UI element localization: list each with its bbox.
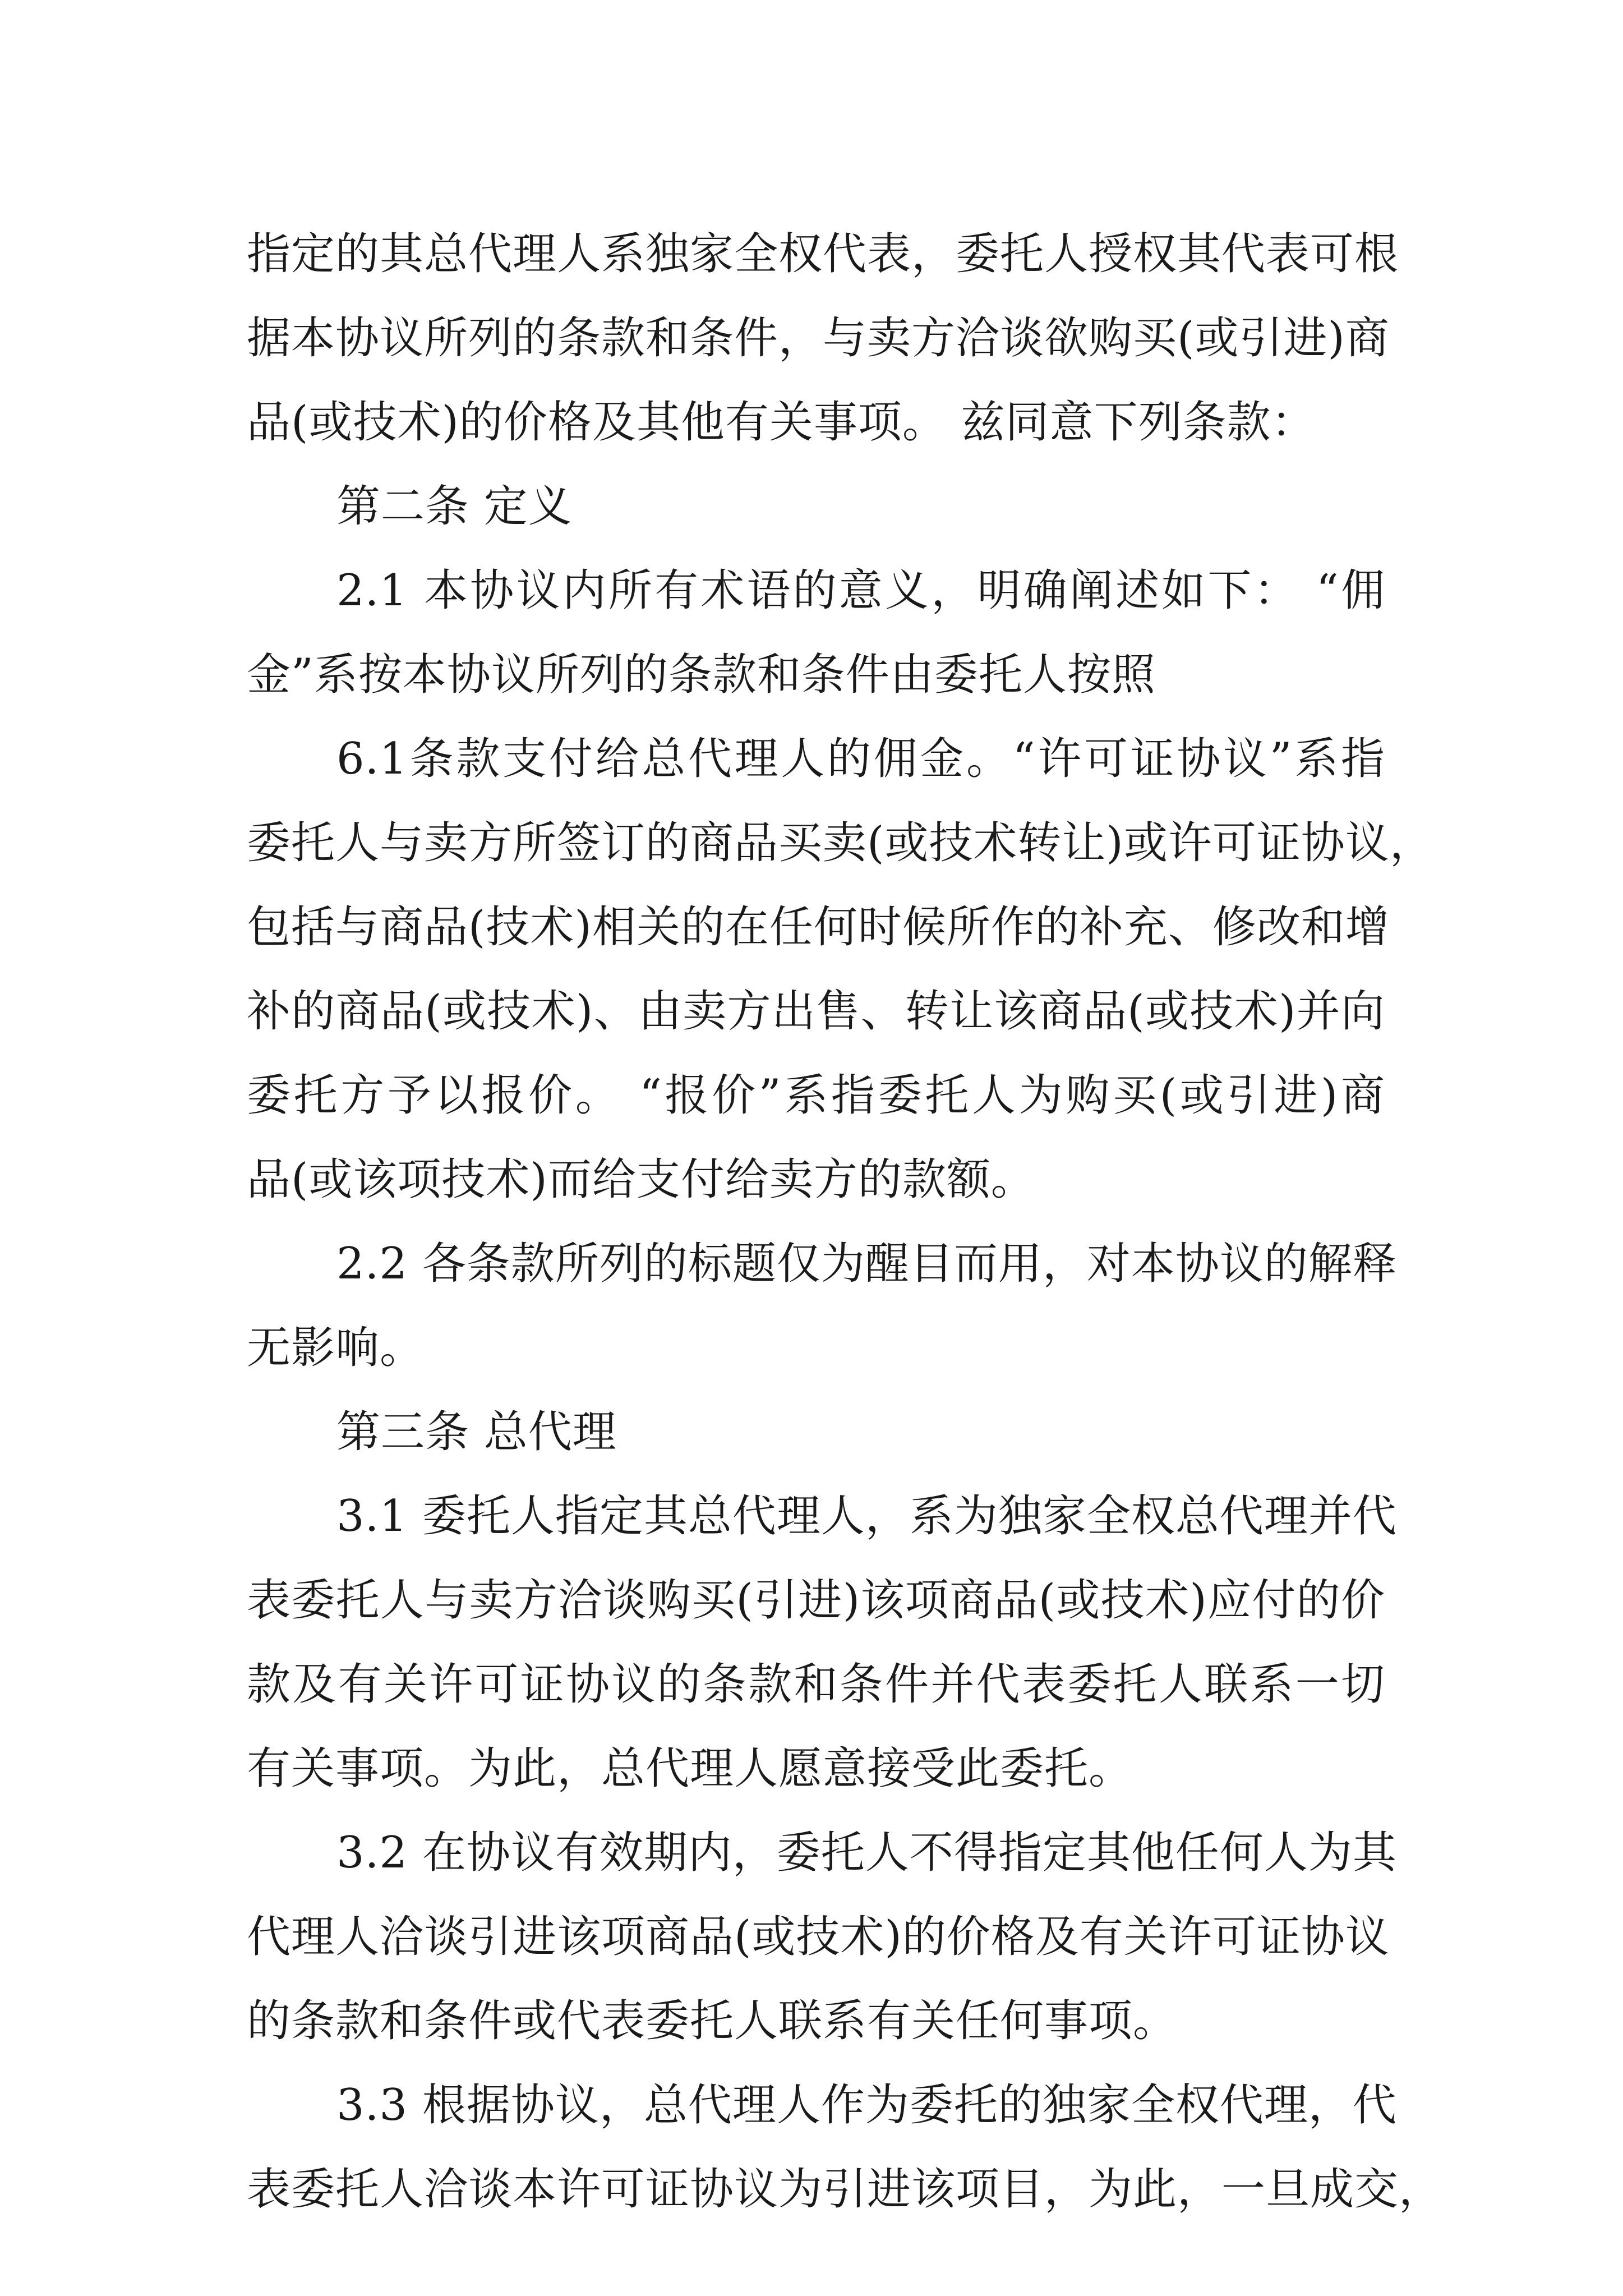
paragraph-line: 3.2 在协议有效期内，委托人不得指定其他任何人为其 — [336, 1828, 1397, 1878]
section-heading: 第二条 定义 — [336, 481, 573, 532]
paragraph-line: 2.2 各条款所列的标题仅为醒目而用，对本协议的解释 — [336, 1239, 1397, 1289]
paragraph-line: 委托人与卖方所签订的商品买卖(或技术转让)或许可证协议， — [247, 818, 1434, 868]
paragraph-line: 表委托人与卖方洽谈购买(引进)该项商品(或技术)应付的价 — [247, 1575, 1385, 1626]
section-heading: 第三条 总代理 — [336, 1407, 617, 1457]
paragraph-line: 款及有关许可证协议的条款和条件并代表委托人联系一切 — [247, 1659, 1385, 1710]
paragraph-line: 金”系按本协议所列的条款和条件由委托人按照 — [247, 650, 1156, 700]
paragraph-line: 2.1 本协议内所有术语的意义，明确阐述如下： “佣 — [336, 565, 1385, 616]
paragraph-line: 3.1 委托人指定其总代理人，系为独家全权总代理并代 — [336, 1491, 1397, 1542]
paragraph-line: 无影响。 — [247, 1323, 425, 1373]
paragraph-line: 补的商品(或技术)、由卖方出售、转让该商品(或技术)并向 — [247, 986, 1385, 1037]
paragraph-line: 代理人洽谈引进该项商品(或技术)的价格及有关许可证协议 — [247, 1912, 1390, 1962]
paragraph-line: 3.3 根据协议，总代理人作为委托的独家全权代理，代 — [336, 2080, 1397, 2131]
paragraph-line: 品(或技术)的价格及其他有关事项。 兹同意下列条款： — [247, 397, 1316, 448]
paragraph-line: 据本协议所列的条款和条件，与卖方洽谈欲购买(或引进)商 — [247, 313, 1390, 364]
paragraph-line: 的条款和条件或代表委托人联系有关任何事项。 — [247, 1996, 1178, 2046]
paragraph-line: 包括与商品(技术)相关的在任何时候所作的补充、修改和增 — [247, 902, 1390, 953]
paragraph-line: 表委托人洽谈本许可证协议为引进该项目，为此，一旦成交， — [247, 2164, 1444, 2215]
paragraph-line: 品(或该项技术)而给支付给卖方的款额。 — [247, 1154, 1035, 1205]
paragraph-line: 有关事项。为此，总代理人愿意接受此委托。 — [247, 1743, 1133, 1794]
paragraph-line: 指定的其总代理人系独家全权代表，委托人授权其代表可根 — [247, 229, 1399, 279]
paragraph-line: 6.1条款支付给总代理人的佣金。“许可证协议”系指 — [336, 734, 1385, 784]
paragraph-line: 委托方予以报价。 “报价”系指委托人为购买(或引进)商 — [247, 1070, 1385, 1121]
